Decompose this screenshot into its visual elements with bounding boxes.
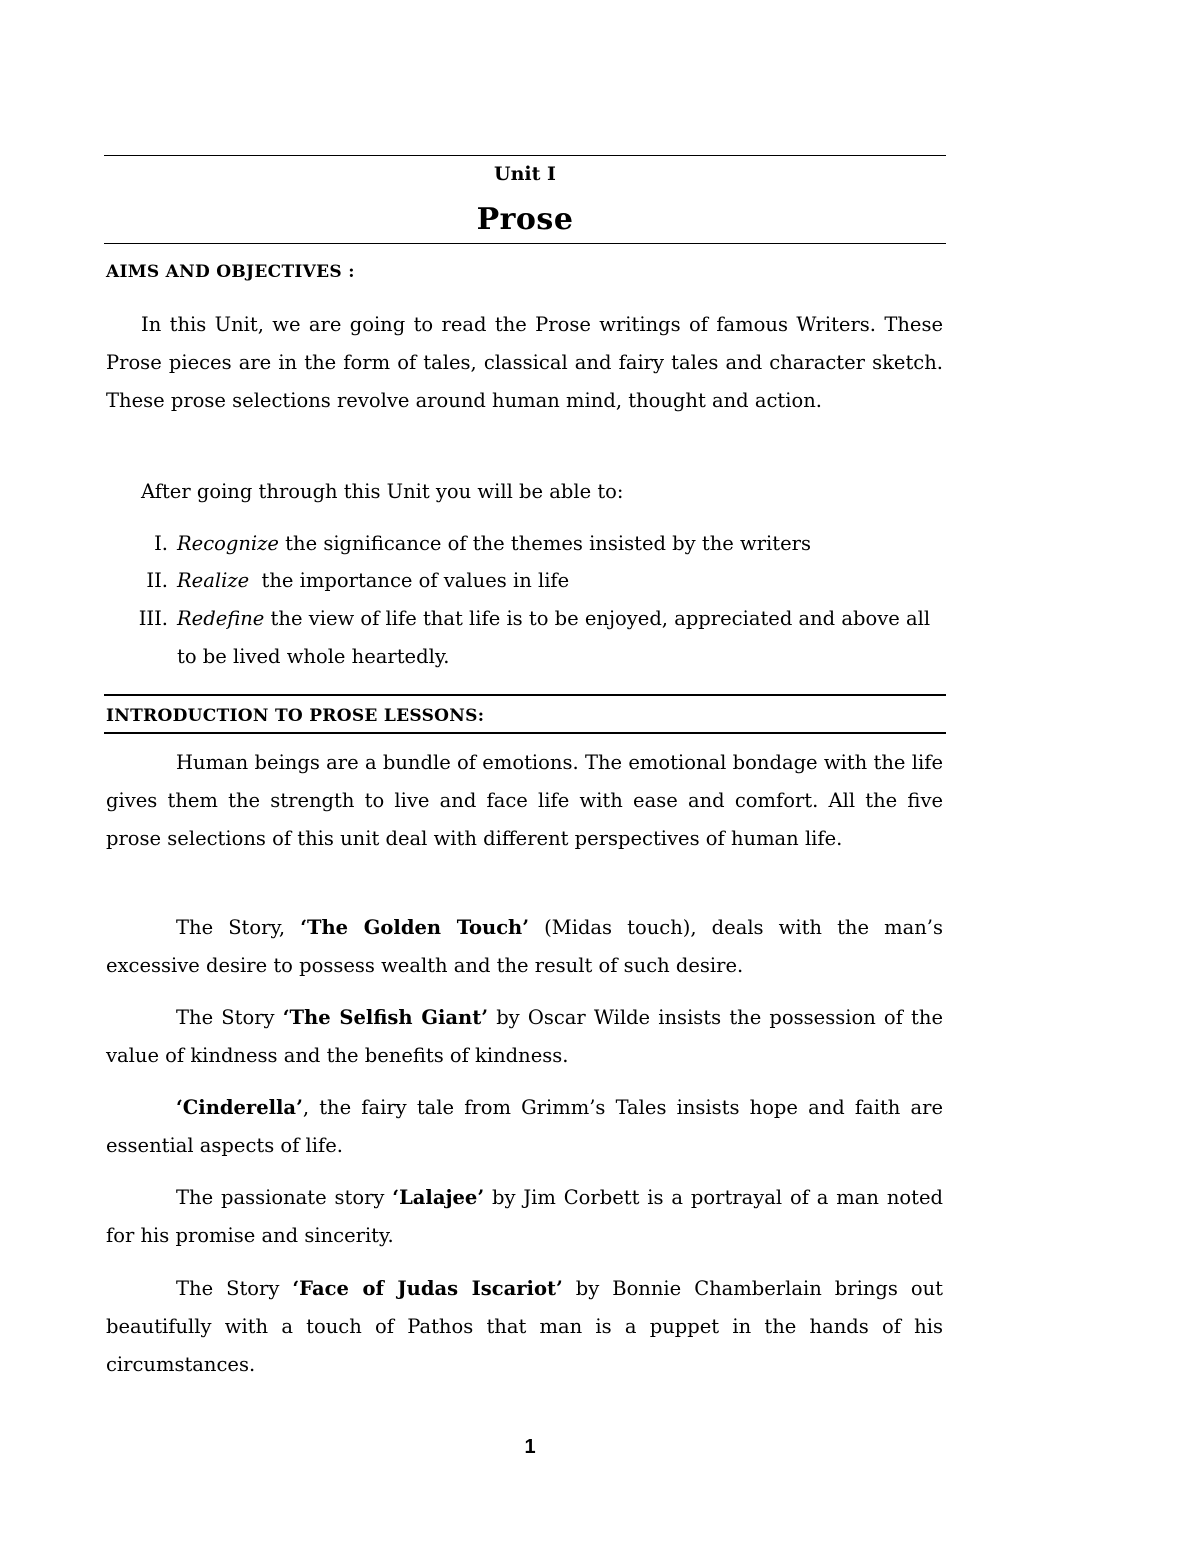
unit-label: Unit I [494,163,556,185]
story-title: ‘The Golden Touch’ [300,916,530,939]
paragraph-text: The passionate story [176,1186,393,1209]
objective-rest: the importance of values in life [249,569,570,592]
objective-rest: the significance of the themes insisted by the writers [278,532,811,555]
story-title: ‘Face of Judas Iscariot’ [292,1277,563,1300]
objective-number: III. [138,607,168,630]
paragraph-text: The Story, [176,916,301,939]
story-paragraph-selfish-giant [106,999,943,1075]
objective-text [177,600,939,676]
intro-paragraph: Human beings are a bundle of emotions. The emotional bondage with the life gives them the strength to live and face life with ease and comfort. All the five prose selections of this unit deal with different perspectives of human life. [106,751,943,850]
objective-verb: Redefine [177,607,265,630]
paragraph-text: , the fairy tale from Grimm’s Tales insists hope and faith are essential aspects of life. [106,1096,943,1157]
objective-verb: Recognize [177,532,279,555]
introduction-heading: INTRODUCTION TO PROSE LESSONS: [106,706,485,726]
aims-heading: AIMS AND OBJECTIVES : [106,262,355,282]
story-paragraph-lalajee [106,1179,943,1255]
aims-intro-paragraph: In this Unit, we are going to read the Prose writings of famous Writers. These Prose pieces are in the form of tales, classical and fairy tales and character sketch. These prose selections revolve around human mind, thought and action. [106,313,943,412]
objective-verb: Realize [177,569,250,592]
objective-text [177,525,947,563]
page-number: 1 [524,1436,536,1458]
story-paragraph-cinderella [106,1089,943,1165]
paragraph-text: The Story [176,1006,283,1029]
section-rule-top [104,694,946,696]
section-rule-bottom [104,732,946,734]
objective-number: II. [146,569,168,592]
story-title: ‘Lalajee’ [392,1186,485,1209]
title-rule [104,243,946,244]
objective-rest: the view of life that life is to be enjoyed, appreciated and above all to be lived whole heartedly. [177,607,931,668]
paragraph-text: (Midas touch), deals with the man’s excessive desire to possess wealth and the result of such desire. [106,916,943,977]
objective-number: I. [154,532,168,555]
top-rule [104,155,946,156]
story-paragraph-judas-iscariot [106,1270,943,1384]
paragraph-text: by Jim Corbett is a portrayal of a man noted for his promise and sincerity. [106,1186,943,1247]
story-title: ‘Cinderella’ [176,1096,303,1119]
story-paragraph-golden-touch [106,909,943,985]
story-title: ‘The Selfish Giant’ [282,1006,489,1029]
unit-title: Prose [476,202,574,237]
objective-text [177,562,947,600]
aims-lead-text: After going through this Unit you will be able to: [141,480,624,503]
paragraph-text: The Story [176,1277,293,1300]
paragraph-text: by Oscar Wilde insists the possession of the value of kindness and the benefits of kindness. [106,1006,943,1067]
paragraph-text: by Bonnie Chamberlain brings out beautifully with a touch of Pathos that man is a puppet in the hands of his circumstances. [106,1277,943,1376]
